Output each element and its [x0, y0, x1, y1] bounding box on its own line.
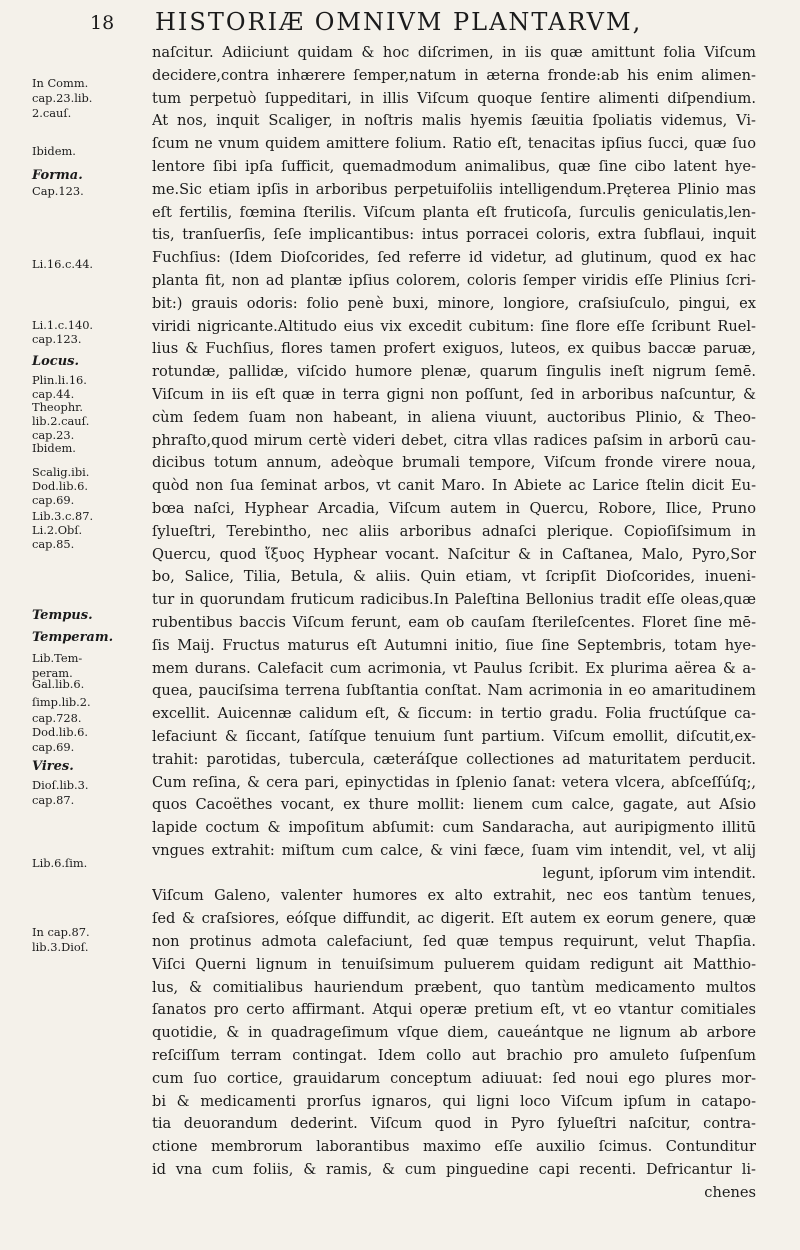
- margin-heading: Vires.: [32, 759, 74, 774]
- text-line: bi & medicamenti prorſus ignaros, qui ligni loco Viſcum ipſum in catapo-: [152, 1092, 756, 1110]
- text-line: vngues extrahit: miſtum cum calce, & vini fæce, ſuam vim intendit, vel, vt alij: [152, 841, 756, 859]
- margin-note: Dod.lib.6.: [32, 479, 88, 493]
- text-line: tum perpetuò ſuppeditari, in illis Viſcum quoque ſentire alimenti diſpendium.: [152, 89, 756, 107]
- running-title: HISTORIÆ OMNIVM PLANTARVM,: [155, 8, 643, 36]
- margin-note: Li.16.c.44.: [32, 257, 94, 271]
- margin-note: Lib.3.c.87.: [32, 509, 94, 523]
- text-line: decidere,contra inhærere ſemper,natum in æterna fronde:ab his enim alimen-: [152, 66, 756, 84]
- margin-note: cap.69.: [32, 493, 75, 507]
- text-line: ctione membrorum laborantibus maximo eſſe auxilio ſcimus. Contunditur: [152, 1138, 756, 1156]
- text-line: quos Cacoëthes vocant, ex thure mollit: lienem cum calce, gagate, aut Aſsio: [152, 796, 756, 814]
- margin-note: Li.2.Obſ.: [32, 523, 83, 537]
- margin-note: Dod.lib.6.: [32, 725, 88, 739]
- text-line: Quercu, quod ἴξυος Hyphear vocant. Naſcitur & in Caſtanea, Malo, Pyro,Sor: [152, 545, 756, 563]
- text-line: Viſci Querni lignum in tenuiſsimum puluerem quidam redigunt ait Matthio-: [152, 955, 756, 973]
- text-line: mem durans. Calefacit cum acrimonia, vt Paulus ſcribit. Ex plurima aërea & a-: [152, 659, 756, 677]
- text-line: lapide coctum & impoſitum abſumit: cum Sandaracha, aut auripigmento illitū: [152, 819, 756, 837]
- text-line: ſylueſtri, Terebintho, nec aliis arboribus adnaſci plerique. Copioſiſsimum in: [152, 522, 756, 540]
- text-line: tur in quorundam fruticum radicibus.In Paleſtina Bellonius tradit eſſe oleas,quæ: [152, 591, 756, 609]
- text-line: eſt fertilis, fœmina ſterilis. Viſcum planta eſt fruticoſa, ſurculis geniculatis,len-: [152, 203, 756, 221]
- text-line: lius & Fuchſius, flores tamen profert exiguos, luteos, ex quibus baccæ paruæ,: [152, 340, 756, 358]
- text-line: ſis Maij. Fructus maturus eſt Autumni initio, ſiue ſine Septembris, totam hye-: [152, 636, 756, 654]
- margin-note: cap.23.lib.: [32, 91, 93, 105]
- text-line: excellit. Auicennæ calidum eſt, & ſiccum: in tertio gradu. Folia fructúſque ca-: [152, 705, 756, 723]
- text-line: tis, tranſuerſis, ſeſe implicantibus: intus porracei coloris, extra ſubflaui, inquit: [152, 226, 756, 244]
- margin-note: Ibidem.: [32, 441, 76, 455]
- text-line: id vna cum foliis, & ramis, & cum pinguedine capi recenti. Defricantur li-: [152, 1161, 756, 1179]
- main-text: [152, 42, 756, 1205]
- text-line: non protinus admota calefaciunt, ſed quæ tempus requirunt, velut Thapſia.: [152, 933, 756, 951]
- margin-note: Dioſ.lib.3.: [32, 778, 89, 792]
- text-line: ſed & craſsiores, eóſque diffundit, ac digerit. Eſt autem ex eorum genere, quæ: [152, 910, 756, 928]
- margin-note: cap.87.: [32, 793, 75, 807]
- text-line: At nos, inquit Scaliger, in noſtris malis hyemis ſæuitia ſpoliatis videmus, Vi-: [152, 112, 756, 130]
- text-line: Viſcum in iis eſt quæ in terra gigni non poſſunt, ſed in arboribus naſcuntur, &: [152, 385, 756, 403]
- text-line: phraſto,quod mirum certè videri debet, citra vllas radices paſsim in arborū cau-: [152, 431, 756, 449]
- text-line: cùm ſedem ſuam non habeant, in aliena viuunt, auctoribus Plinio, & Theo-: [152, 408, 756, 426]
- text-line: quòd non ſua ſeminat arbos, vt canit Maro. In Abiete ac Larice ſtelin dicit Eu-: [152, 477, 756, 495]
- margin-note: cap.23.: [32, 428, 75, 442]
- margin-note: ſimp.lib.2.: [32, 695, 91, 709]
- margin-note: lib.3.Dioſ.: [32, 940, 89, 954]
- text-line: planta fit, non ad plantæ ipſius colorem, coloris ſemper viridis eſſe Plinius ſcri-: [152, 271, 756, 289]
- margin-note: Scalig.ibi.: [32, 465, 90, 479]
- margin-note: In Comm.: [32, 76, 89, 90]
- margin-note: 2.cauſ.: [32, 106, 72, 120]
- text-line: rubentibus baccis Viſcum ferunt, eam ob cauſam ſterileſcentes. Floret ſine mē-: [152, 613, 756, 631]
- text-line: tia deuorandum dederint. Viſcum quod in Pyro ſylueſtri naſcitur, contra-: [152, 1115, 756, 1133]
- margin-note: cap.123.: [32, 332, 82, 346]
- text-line: bœa naſci, Hyphear Arcadia, Viſcum autem in Quercu, Robore, Ilice, Pruno: [152, 499, 756, 517]
- margin-note: cap.69.: [32, 740, 75, 754]
- margin-heading: Tempus.: [32, 608, 93, 623]
- text-line: cum ſuo cortice, grauidarum conceptum adiuuat: ſed noui ego plures mor-: [152, 1069, 756, 1087]
- margin-note: peram.: [32, 666, 73, 680]
- margin-note: Cap.123.: [32, 184, 84, 198]
- text-line: bit:) grauis odoris: folio penè buxi, minore, longiore, craſsiuſculo, pingui, ex: [152, 294, 756, 312]
- text-line: lentore ſibi ipſa ſufficit, quemadmodum animalibus, quæ ſine cibo latent hye-: [152, 157, 756, 175]
- margin-note: Ibidem.: [32, 144, 76, 158]
- text-line: dicibus totum annum, adeòque brumali tempore, Viſcum fronde virere noua,: [152, 454, 756, 472]
- text-line: ſanatos pro certo affirmant. Atqui operæ pretium eſt, vt eo vtantur comitiales: [152, 1001, 756, 1019]
- margin-heading: Temperam.: [32, 630, 114, 645]
- margin-note: lib.2.cauſ.: [32, 414, 90, 428]
- margin-note: cap.85.: [32, 537, 75, 551]
- margin-note: Plin.li.16.: [32, 373, 87, 387]
- text-line: Cum reſina, & cera pari, epinyctidas in ſplenio ſanat: vetera vlcera, abſceſſúſq;,: [152, 773, 756, 791]
- text-line: lefaciunt & ſiccant, ſatíſque tenuium ſunt partium. Viſcum emollit, diſcutit,ex-: [152, 727, 756, 745]
- text-line: ſcum ne vnum quidem amittere folium. Ratio eſt, tenacitas ipſius ſucci, quæ ſuo: [152, 135, 756, 153]
- text-line: lus, & comitialibus hauriendum præbent, quo tantùm medicamento multos: [152, 978, 756, 996]
- margin-note: Theophr.: [32, 400, 83, 414]
- text-line: Fuchſius: (Idem Dioſcorides, ſed referre id videtur, ad glutinum, quod ex hac: [152, 249, 756, 267]
- margin-heading: Forma.: [32, 168, 83, 183]
- text-line: legunt, ipſorum vim intendit.: [542, 864, 756, 882]
- text-line: chenes: [704, 1183, 756, 1201]
- page-number: 18: [90, 12, 115, 34]
- text-line: me.Sic etiam ipſis in arboribus perpetuifoliis intelligendum.Pręterea Plinio mas: [152, 180, 756, 198]
- margin-note: Li.1.c.140.: [32, 318, 94, 332]
- margin-note: Lib.Tem-: [32, 651, 83, 665]
- margin-note: In cap.87.: [32, 925, 90, 939]
- margin-note: cap.44.: [32, 387, 75, 401]
- text-line: quotidie, & in quadrageſimum vſque diem, caueántque ne lignum ab arbore: [152, 1024, 756, 1042]
- text-line: viridi nigricante.Altitudo eius vix excedit cubitum: ſine flore eſſe ſcribunt Ruel-: [152, 317, 756, 335]
- margin-note: Lib.6.ſim.: [32, 856, 88, 870]
- text-line: Viſcum Galeno, valenter humores ex alto extrahit, nec eos tantùm tenues,: [152, 887, 756, 905]
- text-line: trahit: parotidas, tubercula, cæteráſque collectiones ad maturitatem perducit.: [152, 750, 756, 768]
- margin-note: Gal.lib.6.: [32, 677, 85, 691]
- text-line: rotundæ, pallidæ, viſcido humore plenæ, quarum ſingulis ineſt nigrum ſemē.: [152, 363, 756, 381]
- margin-heading: Locus.: [32, 354, 80, 369]
- text-line: bo, Salice, Tilia, Betula, & aliis. Quin etiam, vt ſcripſit Dioſcorides, inueni-: [152, 568, 756, 586]
- margin-note: cap.728.: [32, 711, 82, 725]
- text-line: quea, pauciſsima terrena ſubſtantia conſtat. Nam acrimonia in eo amaritudinem: [152, 682, 756, 700]
- page-header: [90, 6, 750, 38]
- text-line: reſciſſum terram contingat. Idem collo aut brachio pro amuleto ſuſpenſum: [152, 1047, 756, 1065]
- text-line: naſcitur. Adiiciunt quidam & hoc diſcrimen, in iis quæ amittunt folia Viſcum: [152, 44, 756, 61]
